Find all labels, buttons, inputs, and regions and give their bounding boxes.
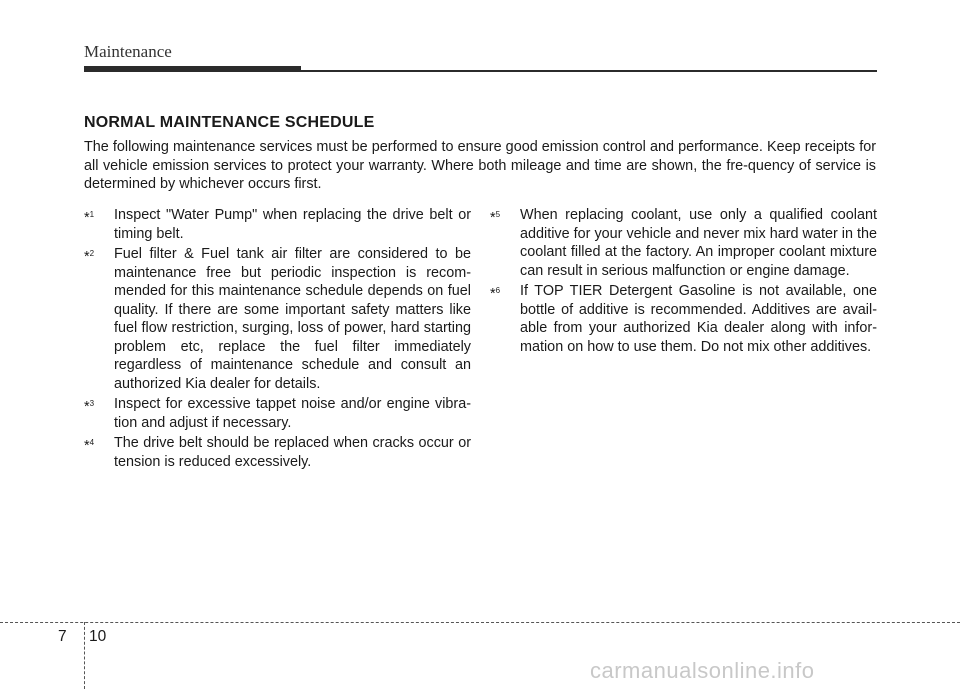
notes-right-column [490,206,877,358]
footnote-marker: *$^6$ [490,286,501,302]
footer-divider [0,622,960,623]
footnote-marker: *$^1$ [84,210,95,226]
footnote-marker: *$^2$ [84,249,95,265]
page-number: 10 [89,628,107,645]
footnote-text: Inspect "Water Pump" when replacing the drive belt or timing belt. [114,207,471,242]
footnote-5 [490,206,877,280]
footnote-marker: *$^4$ [84,438,95,454]
footnote-text: If TOP TIER Detergent Gasoline is not available, one bottle of additive is recommended. Additives are avail-able from your authorized Kia dealer along with infor-mation on how to use them. Do not mix other additives. [520,283,877,355]
footnote-text: Inspect for excessive tappet noise and/or engine vibra-tion and adjust if necessary. [114,396,471,431]
footnote-marker: *$^3$ [84,399,95,415]
header-rule-thick [84,66,301,72]
notes-left-column [84,206,471,473]
footnote-1 [84,206,471,243]
footnote-6 [490,282,877,356]
footnote-4 [84,434,471,471]
footer-separator [84,622,85,689]
footnote-2 [84,245,471,393]
footnote-marker: *$^5$ [490,210,501,226]
footnote-3 [84,395,471,432]
intro-paragraph: The following maintenance services must be performed to ensure good emission control and performance. Keep receipts for all vehicle emission services to protect your warranty. Where both mileage and time are shown, the fre-quency of service is determined by whichever occurs first. [84,139,876,192]
footnote-text: When replacing coolant, use only a qualified coolant additive for your vehicle and never mix hard water in the coolant filled at the factory. An improper coolant mixture can result in serious malfunction or engine damage. [520,207,877,279]
header-rule-thin [301,70,877,72]
chapter-number: 7 [58,628,67,645]
section-title: Maintenance [84,42,172,61]
page-heading: NORMAL MAINTENANCE SCHEDULE [84,114,375,131]
watermark: carmanualsonline.info [590,658,815,683]
footnote-text: Fuel filter & Fuel tank air filter are considered to be maintenance free but periodic inspection is recom-mended for this maintenance schedule depends on fuel quality. If there are some important safety matters like fuel flow restriction, surging, loss of power, hard starting problem etc, replace the fuel filter immediately regardless of maintenance schedule and consult an authorized Kia dealer for details. [114,246,471,392]
footnote-text: The drive belt should be replaced when cracks occur or tension is reduced excessively. [114,435,471,470]
